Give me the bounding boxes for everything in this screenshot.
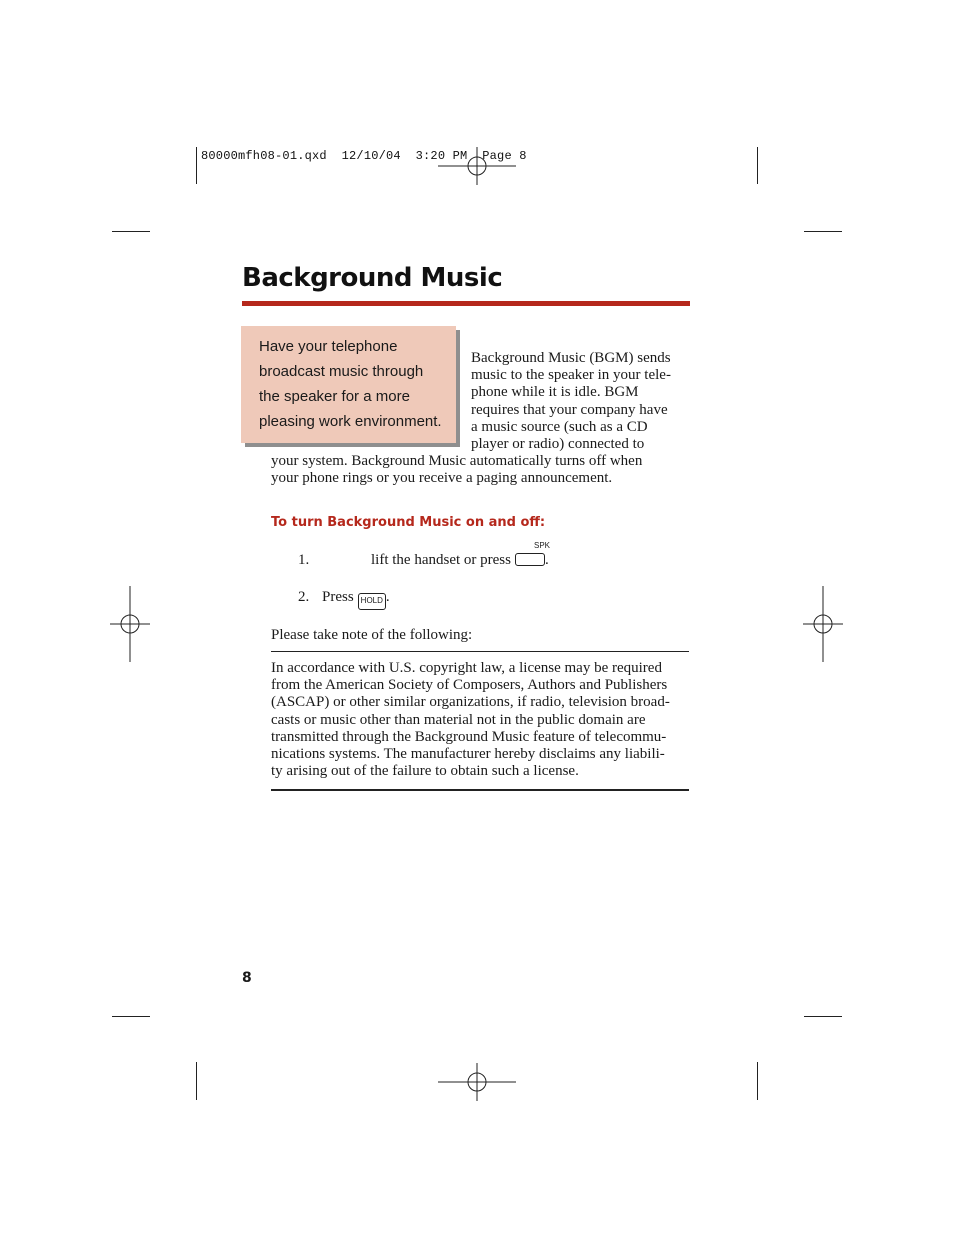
registration-mark-right-icon [803, 586, 843, 662]
callout-line: pleasing work environment. [259, 413, 442, 430]
intro-line: music to the speaker in your tele- [471, 367, 671, 384]
step-2-number: 2. [298, 589, 310, 605]
intro-paragraph-column [471, 350, 693, 453]
note-line: nications systems. The manufacturer hereby disclaims any liabili- [271, 746, 665, 763]
step-2-text: Press [322, 589, 354, 605]
note-intro: Please take note of the following: [271, 627, 473, 643]
section-subhead: To turn Background Music on and off: [271, 515, 546, 530]
step-2 [298, 589, 390, 610]
note-line: from the American Society of Composers, Authors and Publishers [271, 677, 668, 694]
spk-key-label: SPK [534, 541, 551, 550]
intro-line: Background Music (BGM) sends [471, 350, 671, 366]
crop-mark-top-right-horizontal [804, 231, 842, 232]
print-slug: 80000mfh08-01.qxd 12/10/04 3:20 PM Page 8 [201, 149, 527, 163]
note-line: In accordance with U.S. copyright law, a license may be required [271, 660, 662, 676]
page-number: 8 [242, 970, 252, 986]
page-title: Background Music [242, 263, 503, 293]
callout-line: Have your telephone [259, 338, 398, 355]
step-1-text: lift the handset or press [371, 552, 511, 568]
intro-line: a music source (such as a CD [471, 418, 648, 435]
crop-mark-bottom-left-vertical [196, 1062, 197, 1100]
intro-paragraph-full-width [271, 453, 691, 487]
copyright-note [271, 660, 691, 780]
step-2-period: . [385, 589, 390, 605]
step-1 [298, 552, 549, 569]
note-top-rule [271, 651, 689, 652]
callout-line: the speaker for a more [259, 388, 410, 405]
registration-mark-bottom-icon [438, 1063, 516, 1101]
intro-line: player or radio) connected to [471, 436, 645, 453]
crop-mark-bottom-right-horizontal [804, 1016, 842, 1017]
crop-mark-top-right-vertical [757, 147, 758, 184]
registration-mark-top-icon [438, 147, 516, 185]
step-1-number: 1. [298, 552, 310, 568]
intro-line: your system. Background Music automatically turns off when [271, 453, 643, 469]
intro-line: phone while it is idle. BGM [471, 384, 639, 401]
callout-box [241, 326, 456, 443]
step-1-period: . [544, 552, 549, 568]
crop-mark-bottom-left-horizontal [112, 1016, 150, 1017]
crop-mark-top-left-horizontal [112, 231, 150, 232]
note-line: ty arising out of the failure to obtain such a license. [271, 763, 579, 780]
registration-mark-left-icon [110, 586, 150, 662]
crop-mark-top-left-vertical [196, 147, 197, 184]
note-bottom-rule [271, 789, 689, 791]
note-line: transmitted through the Background Music feature of telecommu- [271, 728, 667, 745]
intro-line: requires that your company have [471, 401, 668, 418]
intro-line: your phone rings or you receive a paging announcement. [271, 470, 613, 487]
title-rule [242, 301, 690, 306]
note-line: casts or music other than material not in the public domain are [271, 711, 646, 728]
callout-line: broadcast music through [259, 363, 424, 380]
note-line: (ASCAP) or other similar organizations, if radio, television broad- [271, 694, 670, 711]
spk-key-icon [515, 553, 545, 566]
crop-mark-bottom-right-vertical [757, 1062, 758, 1100]
hold-key-icon: HOLD [358, 593, 386, 610]
